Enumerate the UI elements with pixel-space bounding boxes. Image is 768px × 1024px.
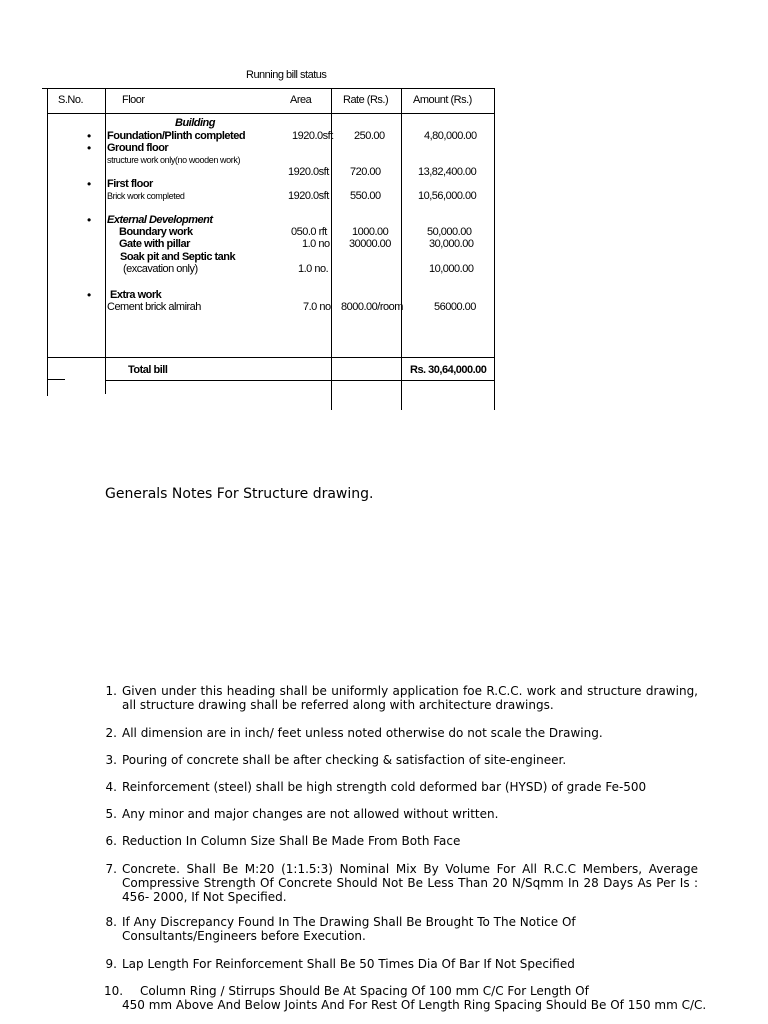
row-boundary-label: Boundary work xyxy=(119,226,193,238)
row-extra-sub: Cement brick almirah xyxy=(107,301,201,313)
row-ground-area: 1920.0sft xyxy=(288,166,329,178)
note-number: 6. xyxy=(105,834,117,848)
header-floor: Floor xyxy=(122,94,145,106)
note-item: All dimension are in inch/ feet unless noted otherwise do not scale the Drawing. xyxy=(122,726,603,740)
note-item-continued: 450 mm Above And Below Joints And For Rest Of Length Ring Spacing Should Be Of 150 mm C/C. xyxy=(122,998,707,1012)
header-amount: Amount (Rs.) xyxy=(413,94,472,106)
note-item: Pouring of concrete shall be after checking & satisfaction of site-engineer. xyxy=(122,753,567,767)
row-first-sub: Brick work completed xyxy=(107,191,185,201)
row-soak-area: 1.0 no. xyxy=(298,263,329,275)
row-foundation-label: Foundation/Plinth completed xyxy=(107,130,246,142)
row-soak-sub: (excavation only) xyxy=(123,263,198,275)
row-extra-area: 7.0 no xyxy=(303,301,331,313)
notes-heading: Generals Notes For Structure drawing. xyxy=(105,486,374,502)
row-gate-rate: 30000.00 xyxy=(349,238,391,250)
note-number: 7. xyxy=(105,862,117,876)
row-boundary-area: 050.0 rft xyxy=(291,226,327,238)
note-item: If Any Discrepancy Found In The Drawing Shall Be Brought To The Notice Of Consultants/Engineers before Execution. xyxy=(122,915,576,943)
note-item: Reduction In Column Size Shall Be Made From Both Face xyxy=(122,834,461,848)
header-sno: S.No. xyxy=(58,94,84,106)
row-gate-label: Gate with pillar xyxy=(119,238,190,250)
row-ground-sub: structure work only(no wooden work) xyxy=(107,155,241,165)
note-number: 1. xyxy=(105,684,117,698)
note-number: 2. xyxy=(105,726,117,740)
note-number: 5. xyxy=(105,807,117,821)
note-number: 4. xyxy=(105,780,117,794)
row-extra-label: Extra work xyxy=(110,289,162,301)
row-foundation-amount: 4,80,000.00 xyxy=(424,130,477,142)
note-item: Reinforcement (steel) shall be high strength cold deformed bar (HYSD) of grade Fe-500 xyxy=(122,780,647,794)
note-number: 3. xyxy=(105,753,117,767)
note-item: Column Ring / Stirrups Should Be At Spacing Of 100 mm C/C For Length Of xyxy=(140,984,589,998)
row-boundary-amount: 50,000.00 xyxy=(427,226,472,238)
note-item: Concrete. Shall Be M:20 (1:1.5:3) Nominal Mix By Volume For All R.C.C Members, Average Compressive Strength Of Concrete Should Not Be Less Than 20 N/Sqmm In 28 Days As Per Is : 456- 2000, If Not Specified. xyxy=(122,862,698,904)
row-extra-amount: 56000.00 xyxy=(434,301,476,313)
bullet-icon: • xyxy=(87,288,92,302)
table-title: Running bill status xyxy=(246,69,327,81)
building-label: Building xyxy=(175,117,215,129)
row-boundary-rate: 1000.00 xyxy=(352,226,389,238)
total-label: Total bill xyxy=(128,364,168,376)
note-item: Any minor and major changes are not allowed without written. xyxy=(122,807,499,821)
row-first-area: 1920.0sft xyxy=(288,190,329,202)
row-gate-area: 1.0 no xyxy=(302,238,330,250)
row-foundation-rate: 250.00 xyxy=(354,130,385,142)
row-ground-label: Ground floor xyxy=(107,142,169,154)
total-amount: Rs. 30,64,000.00 xyxy=(410,364,487,376)
row-gate-amount: 30,000.00 xyxy=(429,238,474,250)
header-area: Area xyxy=(290,94,312,106)
row-external-label: External Development xyxy=(107,214,213,226)
row-foundation-area: 1920.0sft xyxy=(292,130,333,142)
bullet-icon: • xyxy=(87,141,92,155)
note-item: Given under this heading shall be uniformly application foe R.C.C. work and structure drawing, all structure drawing shall be referred along with architecture drawings. xyxy=(122,684,698,712)
row-extra-rate: 8000.00/room xyxy=(341,301,403,313)
bullet-icon: • xyxy=(87,129,92,143)
row-first-label: First floor xyxy=(107,178,153,190)
row-ground-rate: 720.00 xyxy=(350,166,381,178)
note-item: Lap Length For Reinforcement Shall Be 50 Times Dia Of Bar If Not Specified xyxy=(122,957,575,971)
row-first-amount: 10,56,000.00 xyxy=(418,190,477,202)
bullet-icon: • xyxy=(87,177,92,191)
row-ground-amount: 13,82,400.00 xyxy=(418,166,477,178)
header-rate: Rate (Rs.) xyxy=(343,94,389,106)
note-number: 9. xyxy=(105,957,117,971)
note-number: 8. xyxy=(105,915,117,929)
row-soak-amount: 10,000.00 xyxy=(429,263,474,275)
row-soak-label: Soak pit and Septic tank xyxy=(120,251,236,263)
note-number: 10. xyxy=(104,984,124,998)
bullet-icon: • xyxy=(87,213,92,227)
row-first-rate: 550.00 xyxy=(350,190,381,202)
